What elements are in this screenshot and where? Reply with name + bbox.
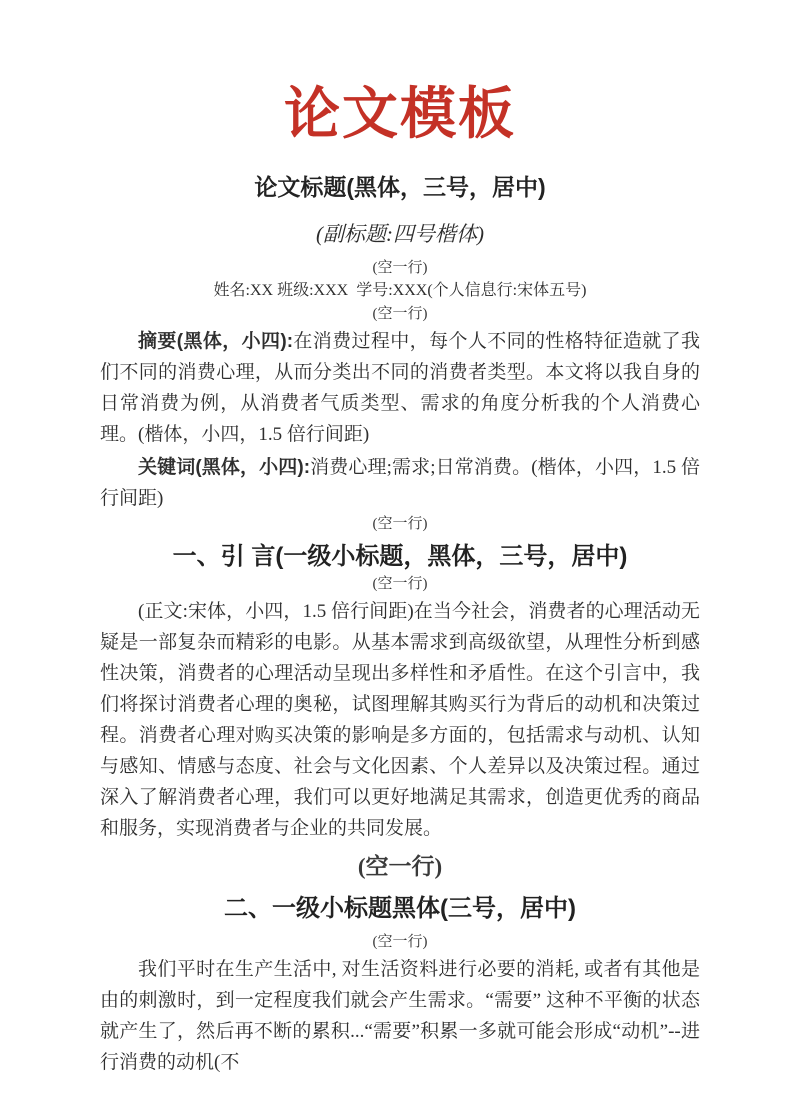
section-2-heading: 二、一级小标题黑体(三号，居中) bbox=[224, 895, 576, 922]
document-main-title: 论文模板 bbox=[284, 82, 516, 145]
personal-info-line: 姓名:XX 班级:XXX 学号:XXX(个人信息行:宋体五号) bbox=[213, 282, 587, 299]
abstract-label: 摘要(黑体，小四): bbox=[138, 331, 294, 352]
subtitle-line: (副标题:四号楷体) bbox=[316, 222, 484, 246]
keywords-paragraph bbox=[100, 452, 700, 514]
empty-line-marker: (空一行) bbox=[372, 576, 428, 592]
section-2-body: 我们平时在生产生活中, 对生活资料进行必要的消耗, 或者有其他是由的刺激时，到一定程度我们就会产生需求。“需要” 这种不平衡的状态就产生了，然后再不断的累积...“需要”积累一多就可能会形成“动机”--进行消费的动机(不 bbox=[100, 959, 700, 1073]
section-1-body: (正文:宋体，小四，1.5 倍行间距)在当今社会，消费者的心理活动无疑是一部复杂而精彩的电影。从基本需求到高级欲望，从理性分析到感性决策，消费者的心理活动呈现出多样性和矛盾性。在这个引言中，我们将探讨消费者心理的奥秘，试图理解其购买行为背后的动机和决策过程。消费者心理对购买决策的影响是多方面的，包括需求与动机、认知与感知、情感与态度、社会与文化因素、个人差异以及决策过程。通过深入了解消费者心理，我们可以更好地满足其需求，创造更优秀的商品和服务，实现消费者与企业的共同发展。 bbox=[100, 601, 700, 839]
abstract-text: 在消费过程中，每个人不同的性格特征造就了我们不同的消费心理，从而分类出不同的消费者类型。本文将以我自身的日常消费为例，从消费者气质类型、需求的角度分析我的个人消费心理。(楷体，小四，1.5 倍行间距) bbox=[100, 331, 700, 445]
empty-line-marker: (空一行) bbox=[372, 516, 428, 532]
keywords-text: 消费心理;需求;日常消费。(楷体，小四，1.5 倍行间距) bbox=[100, 457, 701, 509]
keywords-label: 关键词(黑体，小四): bbox=[138, 457, 311, 478]
empty-line-marker: (空一行) bbox=[372, 306, 428, 322]
empty-line-marker: (空一行) bbox=[372, 934, 428, 950]
section-1-heading: 一、引 言(一级小标题，黑体，三号，居中) bbox=[172, 543, 628, 570]
empty-line-marker: (空一行) bbox=[372, 260, 428, 276]
empty-line-marker-large: (空一行) bbox=[357, 854, 443, 879]
paper-title-line: 论文标题(黑体，三号，居中) bbox=[254, 174, 546, 200]
abstract-paragraph bbox=[100, 326, 700, 450]
